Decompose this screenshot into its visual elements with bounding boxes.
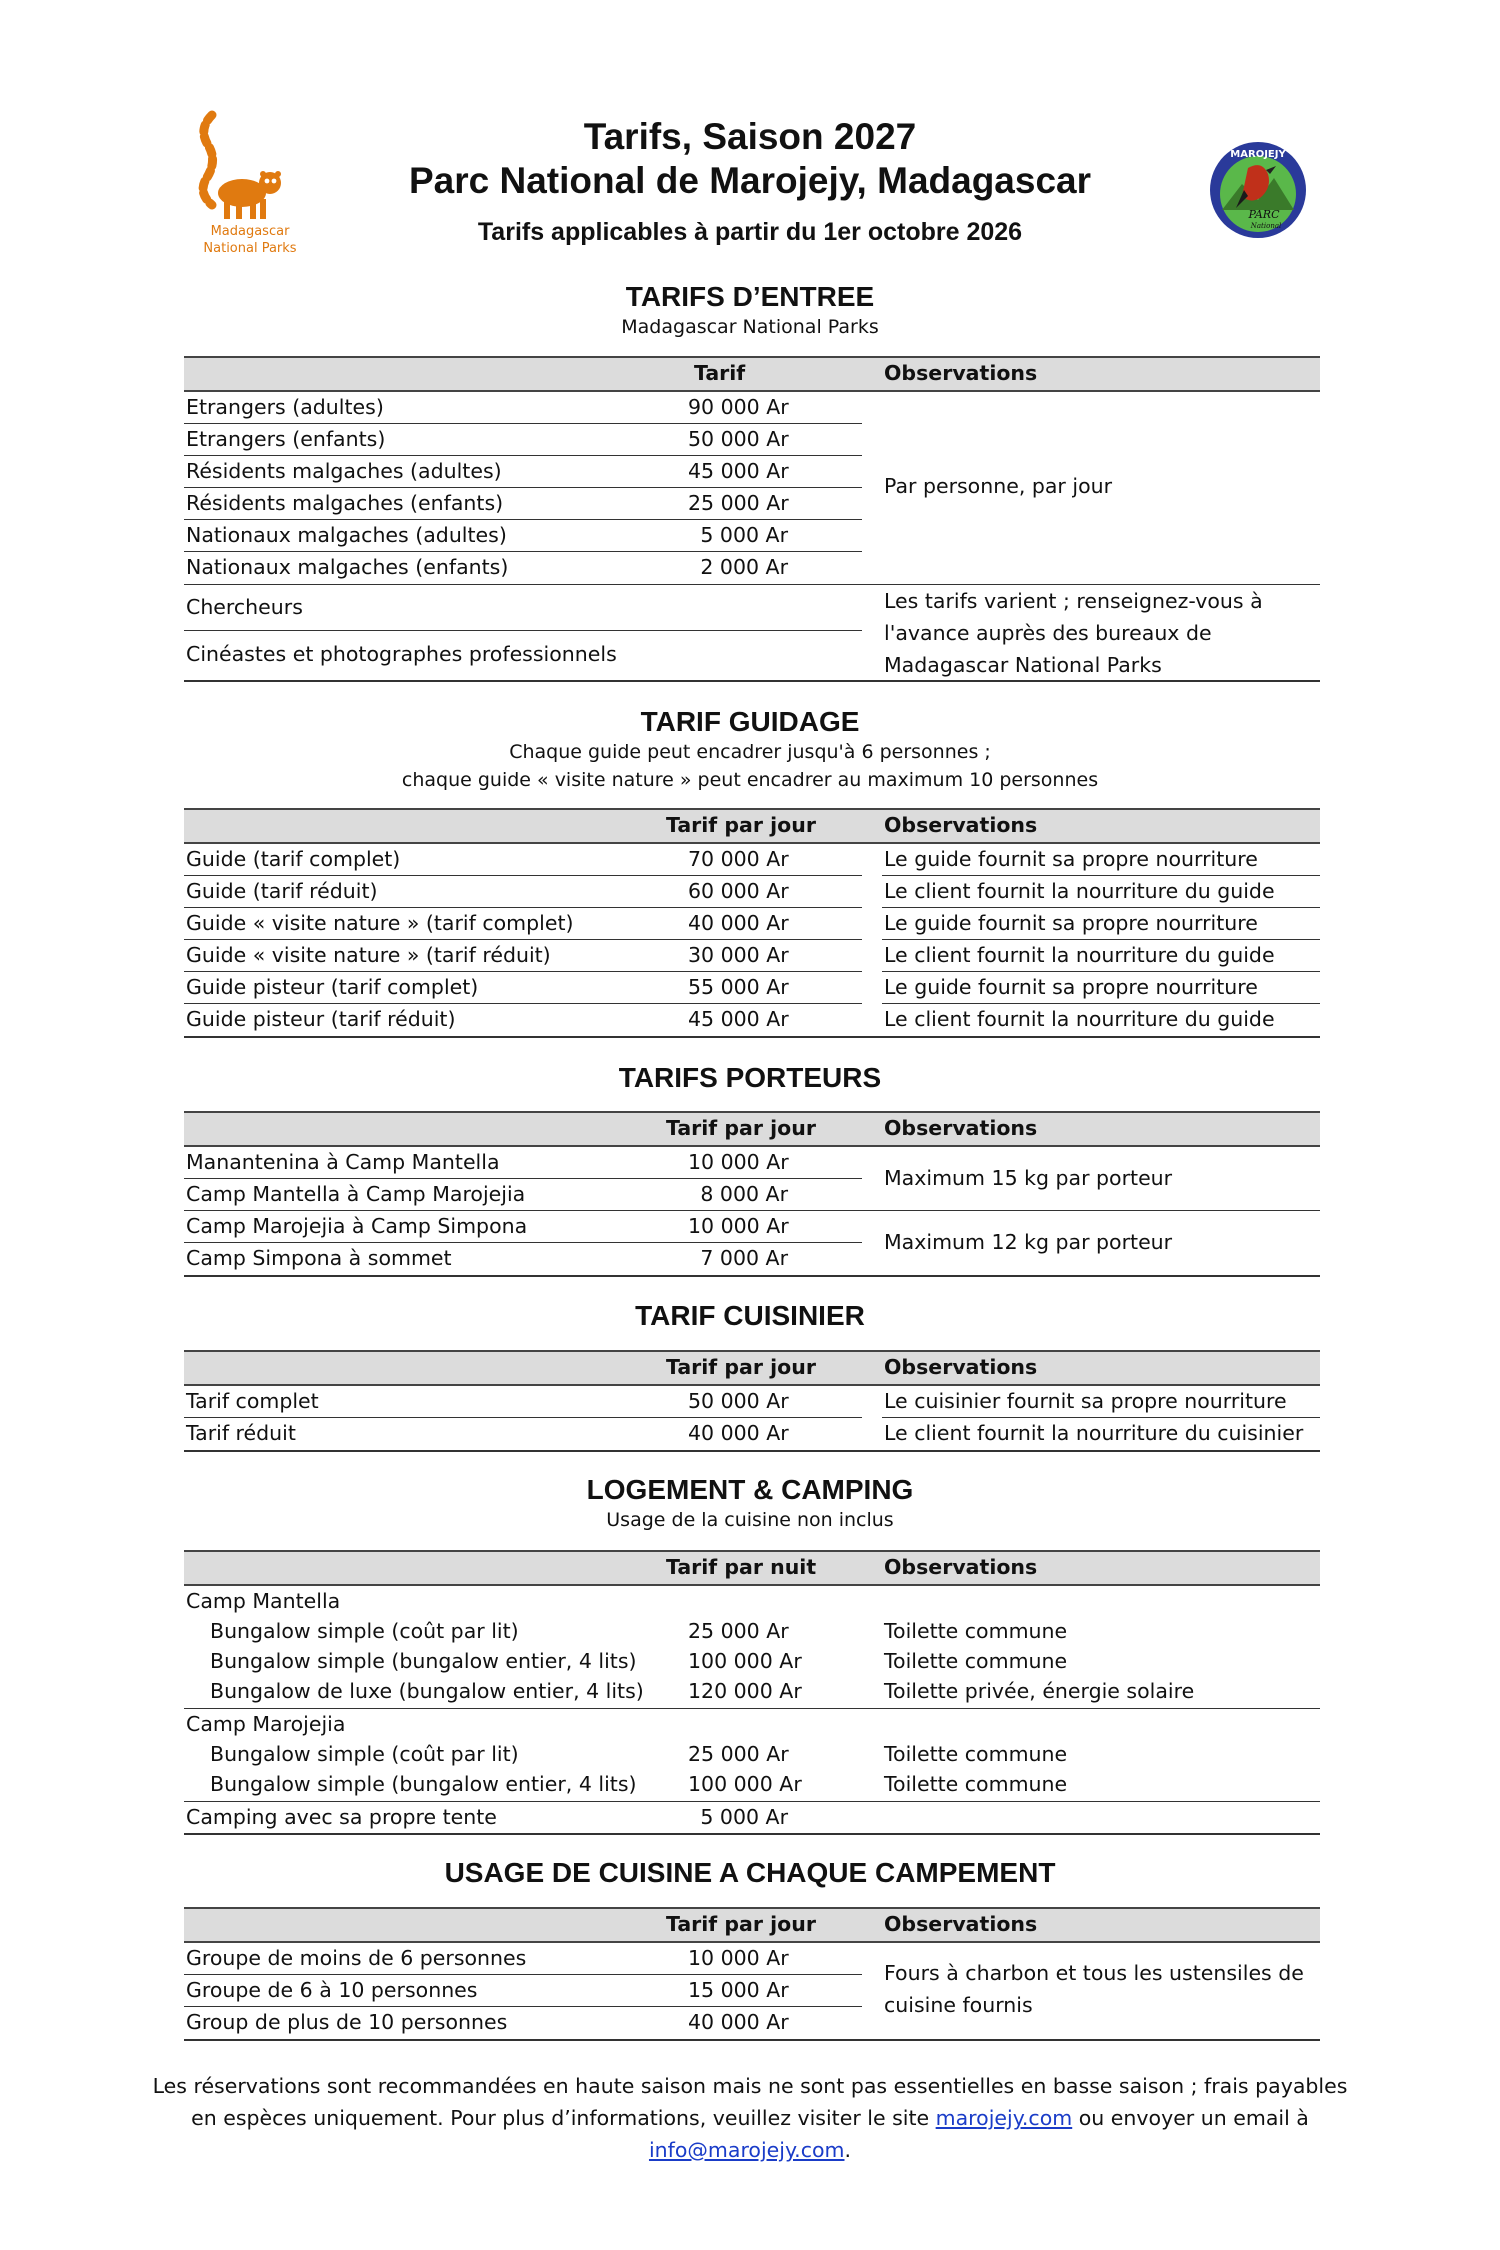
table-row-price: 25 000 Ar: [688, 1619, 789, 1643]
observation-text: Toilette privée, énergie solaire: [884, 1679, 1195, 1703]
col-header-observations: Observations: [884, 1116, 1038, 1140]
col-header-tarif: Tarif par jour: [666, 813, 816, 837]
group-label-camp-mantella: Camp Mantella: [186, 1589, 341, 1613]
group-label-camp-marojejia: Camp Marojejia: [186, 1712, 346, 1736]
footer-text: ou envoyer un email à: [1072, 2106, 1309, 2130]
col-header-observations: Observations: [884, 1912, 1038, 1936]
section-note-logement: Usage de la cuisine non inclus: [606, 1509, 894, 1531]
table-row-label: Chercheurs: [186, 595, 303, 619]
col-header-tarif: Tarif par jour: [666, 1116, 816, 1140]
table-row-label: Bungalow simple (bungalow entier, 4 lits): [210, 1649, 637, 1673]
svg-text:National: National: [1250, 222, 1282, 230]
section-title-cuisinier: TARIF CUISINIER: [635, 1300, 865, 1331]
table-row-price: 90 000 Ar: [688, 395, 789, 419]
table-row-price: 70 000 Ar: [688, 847, 789, 871]
col-header-observations: Observations: [884, 361, 1038, 385]
observation-text: Le client fournit la nourriture du guide: [884, 1007, 1275, 1031]
table-row-price: 5 000 Ar: [700, 523, 788, 547]
observation-text: Maximum 12 kg par porteur: [884, 1230, 1173, 1254]
table-row-price: 60 000 Ar: [688, 879, 789, 903]
table-row-price: 15 000 Ar: [688, 1978, 789, 2002]
section-title-logement: LOGEMENT & CAMPING: [586, 1474, 914, 1505]
table-row-price: 5 000 Ar: [700, 1805, 788, 1829]
observation-text: Le guide fournit sa propre nourriture: [884, 847, 1258, 871]
page-title-park: Parc National de Marojejy, Madagascar: [408, 160, 1092, 201]
table-row-price: 40 000 Ar: [688, 911, 789, 935]
footer-text: .: [844, 2138, 852, 2162]
section-note-guidage-2: chaque guide « visite nature » peut encadrer au maximum 10 personnes: [401, 769, 1099, 791]
section-title-entree: TARIFS D’ENTREE: [625, 281, 875, 312]
col-header-tarif: Tarif par jour: [666, 1355, 816, 1379]
table-row-label: Tarif réduit: [186, 1421, 296, 1445]
table-row-price: 50 000 Ar: [688, 427, 789, 451]
email-link[interactable]: info@marojejy.com: [648, 2138, 845, 2162]
table-logement: [184, 1550, 1320, 1836]
observation-text: Maximum 15 kg par porteur: [884, 1166, 1173, 1190]
table-row-price: 50 000 Ar: [688, 1389, 789, 1413]
table-row-label: Manantenina à Camp Mantella: [186, 1150, 500, 1174]
table-row-label: Bungalow de luxe (bungalow entier, 4 lits): [210, 1679, 644, 1703]
table-row-label: Bungalow simple (bungalow entier, 4 lits): [210, 1772, 637, 1796]
table-row-price: 40 000 Ar: [688, 2010, 789, 2034]
table-row-price: 25 000 Ar: [688, 1742, 789, 1766]
observation-text: Le cuisinier fournit sa propre nourriture: [884, 1389, 1287, 1413]
observation-text: Les tarifs varient ; renseignez-vous à l'avance auprès des bureaux de Madagascar National Parks: [884, 589, 1263, 677]
observation-text: Par personne, par jour: [884, 474, 1113, 498]
table-row-label: Camp Simpona à sommet: [186, 1246, 452, 1270]
observation-text: Toilette commune: [884, 1619, 1068, 1643]
table-row-price: 8 000 Ar: [700, 1182, 788, 1206]
table-row-price: 2 000 Ar: [700, 555, 788, 579]
table-row-label: Camp Mantella à Camp Marojejia: [186, 1182, 526, 1206]
table-row-label: Camping avec sa propre tente: [186, 1805, 497, 1829]
col-header-observations: Observations: [884, 813, 1038, 837]
col-header-observations: Observations: [884, 1555, 1038, 1579]
table-row-label: Group de plus de 10 personnes: [186, 2010, 508, 2034]
observation-text: Le client fournit la nourriture du guide: [884, 943, 1275, 967]
website-link[interactable]: marojejy.com: [935, 2106, 1073, 2130]
table-row-label: Nationaux malgaches (adultes): [186, 523, 507, 547]
observation-text: Fours à charbon et tous les ustensiles de cuisine fournis: [884, 1961, 1304, 2017]
col-header-tarif: Tarif: [694, 361, 746, 385]
table-row-label: Groupe de moins de 6 personnes: [186, 1946, 527, 1970]
section-title-usage: USAGE DE CUISINE A CHAQUE CAMPEMENT: [444, 1857, 1056, 1888]
footer-note: [140, 2070, 1360, 2166]
table-row-label: Guide pisteur (tarif réduit): [186, 1007, 456, 1031]
page-subtitle: Tarifs applicables à partir du 1er octobre 2026: [477, 218, 1023, 246]
table-header: [184, 356, 1320, 392]
table-row-price: 30 000 Ar: [688, 943, 789, 967]
table-entree: [184, 356, 1320, 682]
table-row-price: 7 000 Ar: [700, 1246, 788, 1270]
table-cuisinier: [184, 1350, 1320, 1452]
section-title-guidage: TARIF GUIDAGE: [640, 706, 860, 737]
observation-text: Le client fournit la nourriture du cuisinier: [884, 1421, 1304, 1445]
table-guidage: [184, 808, 1320, 1038]
table-row-label: Guide pisteur (tarif complet): [186, 975, 479, 999]
svg-text:National Parks: National Parks: [203, 241, 297, 256]
svg-text:PARC: PARC: [1248, 208, 1280, 221]
table-row-label: Bungalow simple (coût par lit): [210, 1619, 519, 1643]
table-row-price: 45 000 Ar: [688, 459, 789, 483]
table-row-label: Groupe de 6 à 10 personnes: [186, 1978, 478, 2002]
observation-text: Le client fournit la nourriture du guide: [884, 879, 1275, 903]
table-row-label: Résidents malgaches (adultes): [186, 459, 502, 483]
svg-text:Madagascar: Madagascar: [210, 224, 290, 239]
table-row-label: Etrangers (adultes): [186, 395, 384, 419]
table-row-label: Etrangers (enfants): [186, 427, 386, 451]
section-note-guidage-1: Chaque guide peut encadrer jusqu'à 6 personnes ;: [509, 741, 991, 763]
table-row-label: Guide (tarif complet): [186, 847, 401, 871]
table-row-label: Nationaux malgaches (enfants): [186, 555, 509, 579]
table-usage: [184, 1907, 1320, 2041]
table-row-label: Cinéastes et photographes professionnels: [186, 642, 617, 666]
table-row-label: Guide « visite nature » (tarif complet): [186, 911, 574, 935]
table-row-price: 10 000 Ar: [688, 1214, 789, 1238]
table-row-price: 55 000 Ar: [688, 975, 789, 999]
observation-text: Toilette commune: [884, 1742, 1068, 1766]
table-porteurs: [184, 1111, 1320, 1277]
page-title: Tarifs, Saison 2027: [583, 116, 917, 157]
section-title-porteurs: TARIFS PORTEURS: [618, 1062, 882, 1093]
col-header-tarif: Tarif par jour: [666, 1912, 816, 1936]
table-row-price: 10 000 Ar: [688, 1150, 789, 1174]
table-row-price: 10 000 Ar: [688, 1946, 789, 1970]
table-row-label: Tarif complet: [186, 1389, 319, 1413]
section-note-entree: Madagascar National Parks: [621, 316, 879, 338]
table-row-price: 40 000 Ar: [688, 1421, 789, 1445]
svg-text:MAROJEJY: MAROJEJY: [1230, 149, 1286, 160]
table-row-price: 100 000 Ar: [688, 1772, 802, 1796]
table-row-label: Bungalow simple (coût par lit): [210, 1742, 519, 1766]
col-header-observations: Observations: [884, 1355, 1038, 1379]
observation-text: Toilette commune: [884, 1772, 1068, 1796]
table-row-label: Guide (tarif réduit): [186, 879, 378, 903]
observation-text: Le guide fournit sa propre nourriture: [884, 975, 1258, 999]
table-row-price: 45 000 Ar: [688, 1007, 789, 1031]
table-row-price: 25 000 Ar: [688, 491, 789, 515]
table-row-price: 100 000 Ar: [688, 1649, 802, 1673]
observation-text: Le guide fournit sa propre nourriture: [884, 911, 1258, 935]
observation-text: Toilette commune: [884, 1649, 1068, 1673]
table-row-price: 120 000 Ar: [688, 1679, 802, 1703]
table-row-label: Camp Marojejia à Camp Simpona: [186, 1214, 528, 1238]
table-row-label: Résidents malgaches (enfants): [186, 491, 504, 515]
footer-text: Les réservations sont recommandées en haute saison mais ne sont pas essentielles en basse saison ; frais payables en espèces uniquement. Pour plus d’informations, veuillez visiter le site: [152, 2074, 1348, 2130]
col-header-tarif: Tarif par nuit: [666, 1555, 817, 1579]
table-row-label: Guide « visite nature » (tarif réduit): [186, 943, 551, 967]
